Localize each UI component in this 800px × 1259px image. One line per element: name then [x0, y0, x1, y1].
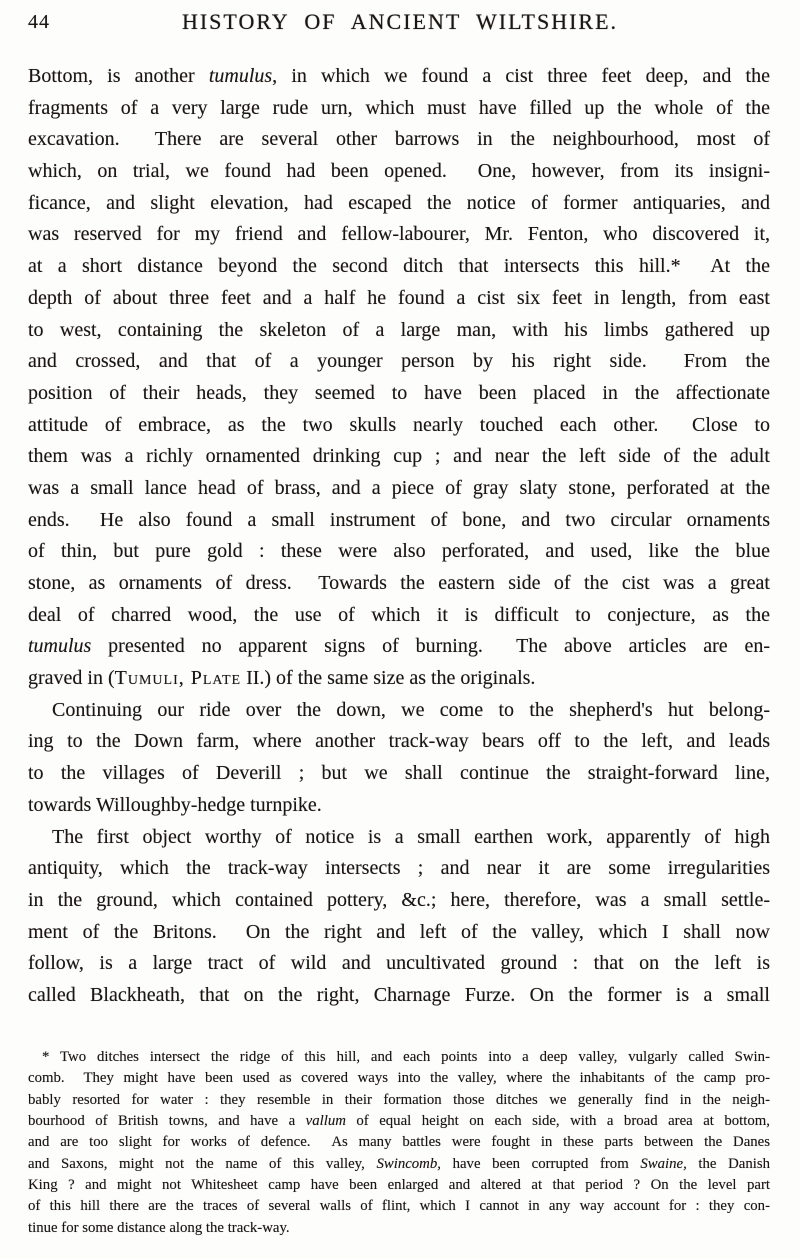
text-line	[28, 124, 770, 156]
text-line	[28, 441, 770, 473]
line-content	[28, 509, 770, 531]
text-segment: the Danish	[686, 1155, 770, 1172]
text-segment: ment of the Britons. On the right and left of the valley, which I shall now	[28, 920, 770, 943]
line-content	[28, 984, 770, 1006]
text-segment: of equal height on each side, with a broad area at bottom,	[345, 1113, 771, 1130]
line-content	[52, 826, 770, 848]
text-line	[28, 758, 770, 790]
text-line	[28, 473, 770, 505]
line-content	[28, 762, 770, 784]
text-segment: graved in (	[28, 667, 115, 690]
line-content	[28, 1113, 770, 1129]
text-segment: bourhood of British towns, and have a	[28, 1113, 306, 1130]
italic-text: Swincomb,	[376, 1155, 441, 1172]
text-segment: * Two ditches intersect the ridge of this hill, and each points into a deep valley, vulgarly called Swin-	[42, 1049, 770, 1065]
line-content	[28, 730, 770, 752]
line-content	[42, 1049, 770, 1065]
text-segment: II.) of the same size as the originals.	[241, 667, 536, 690]
text-line	[28, 631, 770, 663]
text-segment: ends. He also found a small instrument of bone, and two circular ornaments	[28, 508, 770, 531]
text-segment: Continuing our ride over the down, we come to the shepherd's hut belong-	[52, 698, 770, 721]
text-line	[28, 853, 770, 885]
italic-text: vallum	[305, 1113, 346, 1130]
line-content	[28, 1134, 770, 1150]
text-line	[28, 378, 770, 410]
footnote-text	[28, 1047, 770, 1239]
text-line	[28, 156, 770, 188]
text-segment: presented no apparent signs of burning. The above articles are en-	[91, 635, 770, 658]
text-line	[28, 315, 770, 347]
line-content	[28, 65, 770, 87]
text-segment: stone, as ornaments of dress. Towards the eastern side of the cist was a great	[28, 572, 770, 594]
italic-text: tumulus	[28, 635, 92, 658]
text-segment: attitude of embrace, as the two skulls nearly touched each other. Close to	[28, 413, 770, 436]
line-content	[28, 635, 770, 657]
text-line	[28, 219, 770, 251]
text-segment: and are too slight for works of defence. As many battles were fought in these parts between the Danes	[28, 1134, 770, 1151]
text-segment: tinue for some distance along the track-way.	[28, 1219, 290, 1236]
text-line	[28, 1175, 770, 1196]
text-line	[28, 822, 770, 854]
text-line	[28, 695, 770, 727]
line-content	[28, 1198, 770, 1214]
smallcaps-text: Tumuli, Plate	[114, 667, 242, 690]
text-segment: was a small lance head of brass, and a piece of gray slaty stone, perforated at the	[28, 476, 770, 499]
line-content	[28, 160, 770, 182]
text-segment: at a short distance beyond the second ditch that intersects this hill.* At the	[28, 255, 770, 278]
text-line	[28, 1132, 770, 1153]
text-line	[28, 1196, 770, 1217]
text-segment: depth of about three feet and a half he found a cist six feet in length, from east	[28, 286, 770, 309]
text-line	[28, 948, 770, 980]
line-content	[28, 255, 770, 277]
line-content	[28, 223, 770, 245]
text-line	[28, 600, 770, 632]
text-line	[28, 663, 770, 695]
line-content	[28, 952, 770, 974]
text-line	[28, 1111, 770, 1132]
line-content	[28, 794, 322, 816]
text-line	[28, 61, 770, 93]
line-content	[28, 192, 770, 214]
text-line	[28, 1090, 770, 1111]
text-segment: to the villages of Deverill ; but we shall continue the straight-forward line,	[28, 762, 770, 785]
text-line	[28, 93, 770, 125]
line-content	[28, 350, 770, 372]
text-line	[28, 726, 770, 758]
page-number: 44	[28, 11, 50, 33]
line-content	[28, 1156, 770, 1172]
text-line	[28, 188, 770, 220]
text-line	[28, 346, 770, 378]
line-content	[28, 1220, 290, 1236]
page-title: HISTORY OF ANCIENT WILTSHIRE.	[181, 9, 619, 34]
line-content	[28, 414, 770, 436]
text-line	[28, 790, 770, 822]
text-line	[28, 1154, 770, 1175]
text-line	[28, 980, 770, 1012]
text-segment: ing to the Down farm, where another track-way bears off to the left, and leads	[28, 730, 770, 753]
line-content	[28, 667, 535, 689]
text-segment: to west, containing the skeleton of a large man, with his limbs gathered up	[28, 318, 770, 341]
text-line	[28, 568, 770, 600]
line-content	[28, 889, 770, 911]
text-segment: The first object worthy of notice is a small earthen work, apparently of high	[52, 825, 770, 848]
text-segment: ficance, and slight elevation, had escaped the notice of former antiquaries, and	[28, 191, 770, 214]
text-segment: was reserved for my friend and fellow-labourer, Mr. Fenton, who discovered it,	[28, 223, 770, 246]
text-segment: have been corrupted from	[440, 1155, 641, 1172]
text-segment: fragments of a very large rude urn, which must have filled up the whole of the	[28, 96, 770, 119]
text-segment: of thin, but pure gold : these were also perforated, and used, like the blue	[28, 540, 770, 563]
text-segment: excavation. There are several other barrows in the neighbourhood, most of	[28, 128, 770, 151]
text-segment: , in which we found a cist three feet deep, and the	[272, 65, 770, 87]
line-content	[28, 921, 770, 943]
line-content	[28, 540, 770, 562]
line-content	[28, 97, 770, 119]
line-content	[28, 445, 770, 467]
text-segment: antiquity, which the track-way intersects ; and near it are some irregularities	[28, 857, 770, 880]
text-segment: King ? and might not Whitesheet camp have been enlarged and altered at that period ? On the level part	[28, 1177, 770, 1194]
text-line	[28, 1047, 770, 1068]
text-segment: which, on trial, we found had been opened. One, however, from its insigni-	[28, 160, 770, 183]
text-segment: and Saxons, might not the name of this valley,	[28, 1155, 377, 1172]
text-line	[28, 1068, 770, 1089]
text-line	[28, 410, 770, 442]
text-segment: of this hill there are the traces of several walls of flint, which I cannot in any way account for : they con-	[28, 1198, 770, 1215]
body-text	[28, 61, 770, 1012]
text-segment: follow, is a large tract of wild and uncultivated ground : that on the left is	[28, 952, 770, 975]
text-segment: comb. They might have been used as covered ways into the valley, where the inhabitants of the camp pro-	[28, 1070, 770, 1087]
line-content	[28, 477, 770, 499]
line-content	[28, 1070, 770, 1086]
italic-text: Swaine,	[640, 1155, 687, 1172]
text-line	[28, 283, 770, 315]
text-segment: called Blackheath, that on the right, Charnage Furze. On the former is a small	[28, 983, 770, 1006]
line-content	[28, 857, 770, 879]
line-content	[28, 572, 770, 594]
line-content	[28, 287, 770, 309]
text-segment: position of their heads, they seemed to have been placed in the affectionate	[28, 381, 770, 404]
text-segment: in the ground, which contained pottery, &c.; here, therefore, was a small settle-	[28, 888, 770, 911]
line-content	[28, 1177, 770, 1193]
text-segment: Bottom, is another	[28, 65, 209, 87]
italic-text: tumulus	[208, 65, 273, 87]
text-line	[28, 1218, 770, 1239]
text-segment: towards Willoughby-hedge turnpike.	[28, 793, 322, 816]
text-line	[28, 251, 770, 283]
line-content	[28, 128, 770, 150]
line-content	[28, 604, 770, 626]
text-segment: and crossed, and that of a younger person by his right side. From the	[28, 350, 770, 373]
text-segment: bably resorted for water : they resemble in their formation those ditches we generally find in the neigh-	[28, 1091, 770, 1108]
text-segment: them was a richly ornamented drinking cup ; and near the left side of the adult	[28, 445, 770, 468]
text-segment: deal of charred wood, the use of which it is difficult to conjecture, as the	[28, 603, 770, 626]
text-line	[28, 917, 770, 949]
line-content	[52, 699, 770, 721]
line-content	[28, 382, 770, 404]
text-line	[28, 505, 770, 537]
text-line	[28, 536, 770, 568]
line-content	[28, 1092, 770, 1108]
line-content	[28, 319, 770, 341]
text-line	[28, 885, 770, 917]
